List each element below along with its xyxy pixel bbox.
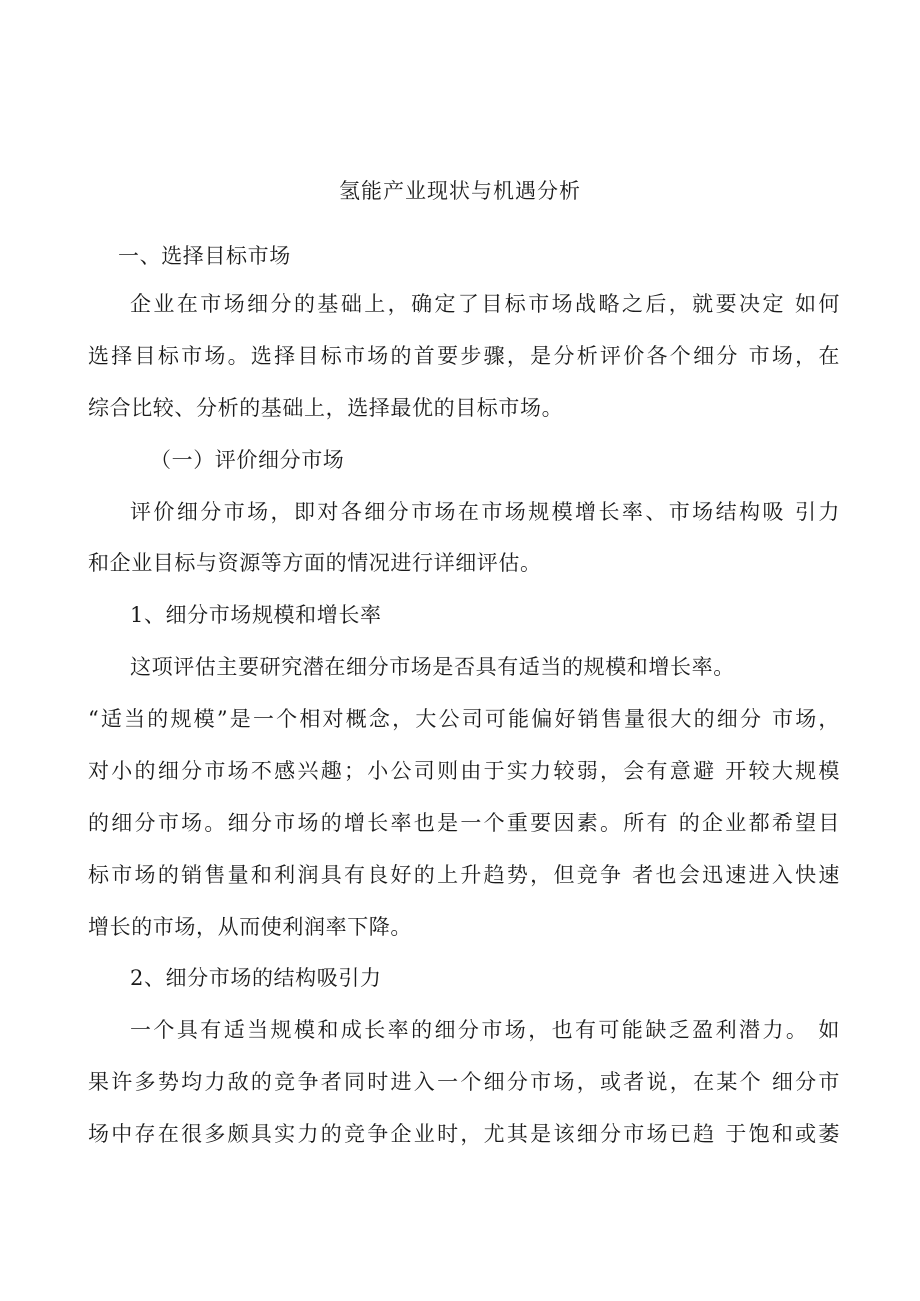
paragraph-line: 综合比较、分析的基础上，选择最优的目标市场。 <box>88 396 564 420</box>
paragraph-line: 果许多势均力敌的竞争者同时进入一个细分市场，或者说，在某个 细分市 <box>88 1070 840 1094</box>
paragraph-line: 企业在市场细分的基础上，确定了目标市场战略之后，就要决定 如何 <box>130 292 840 316</box>
paragraph-line: 场中存在很多颇具实力的竞争企业时，尤其是该细分市场已趋 于饱和或萎 <box>88 1122 840 1146</box>
subsection-heading: （一）评价细分市场 <box>150 448 345 472</box>
paragraph-line: “适当的规模”是一个相对概念，大公司可能偏好销售量很大的细分 市场， <box>88 707 840 731</box>
document-title: 氢能产业现状与机遇分析 <box>339 179 581 203</box>
paragraph-line: 选择目标市场。选择目标市场的首要步骤，是分析评价各个细分 市场，在 <box>88 344 840 368</box>
section-heading: 一、选择目标市场 <box>118 244 291 268</box>
paragraph-line: 对小的细分市场不感兴趣；小公司则由于实力较弱，会有意避 开较大规模 <box>88 759 840 783</box>
paragraph-line: 一个具有适当规模和成长率的细分市场，也有可能缺乏盈利潜力。 如 <box>130 1018 840 1042</box>
paragraph-line: 这项评估主要研究潜在细分市场是否具有适当的规模和增长率。 <box>130 655 735 679</box>
paragraph-line: 增长的市场，从而使利润率下降。 <box>88 915 412 939</box>
paragraph-line: 标市场的销售量和利润具有良好的上升趋势，但竞争 者也会迅速进入快速 <box>88 863 840 887</box>
paragraph-line: 评价细分市场，即对各细分市场在市场规模增长率、市场结构吸 引力 <box>130 500 840 524</box>
item-heading: 1、细分市场规模和增长率 <box>130 603 382 627</box>
item-heading: 2、细分市场的结构吸引力 <box>130 966 382 990</box>
paragraph-line: 的细分市场。细分市场的增长率也是一个重要因素。所有 的企业都希望目 <box>88 811 840 835</box>
paragraph-line: 和企业目标与资源等方面的情况进行详细评估。 <box>88 551 542 575</box>
